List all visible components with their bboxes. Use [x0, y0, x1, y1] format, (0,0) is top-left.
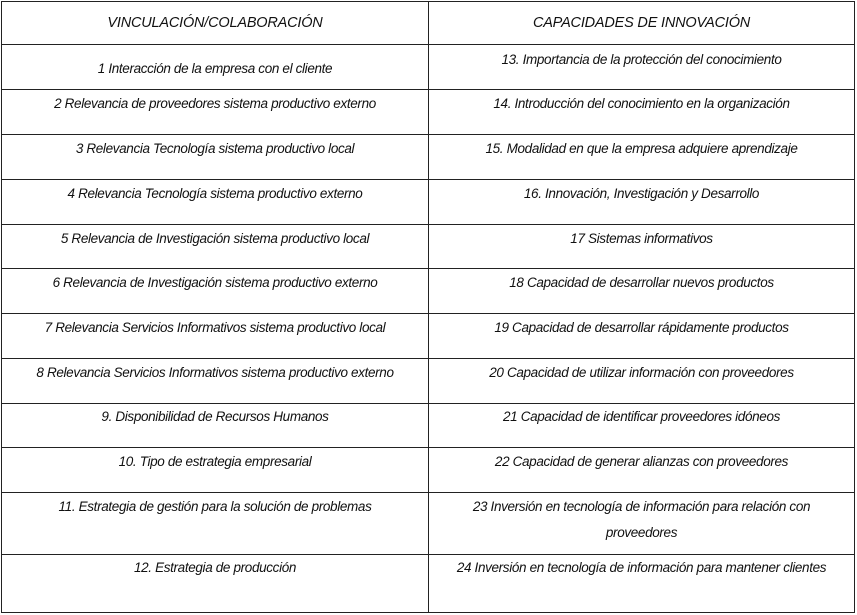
- table-row: [2, 404, 854, 448]
- table-cell-right: 15. Modalidad en que la empresa adquiere aprendizaje: [485, 141, 798, 156]
- table-row: [2, 135, 854, 180]
- table-row: [2, 448, 854, 493]
- table-row: [2, 269, 854, 314]
- table-row: [2, 314, 854, 359]
- header-capacidades: CAPACIDADES DE INNOVACIÓN: [532, 15, 751, 31]
- table-cell-right: 21 Capacidad de identificar proveedores idóneos: [503, 409, 780, 424]
- table-row: [2, 225, 854, 269]
- table-cell-left: 4 Relevancia Tecnología sistema productivo externo: [2, 180, 429, 224]
- table-cell-right: [429, 493, 854, 554]
- table-cell-right: 17 Sistemas informativos: [570, 231, 713, 246]
- table-cell-left: 6 Relevancia de Investigación sistema productivo externo: [2, 269, 429, 313]
- table-row: [2, 180, 854, 225]
- table-cell-right: 16. Innovación, Investigación y Desarrollo: [523, 186, 760, 201]
- table-cell-right: 22 Capacidad de generar alianzas con proveedores: [494, 454, 789, 469]
- table-row: [2, 359, 854, 404]
- table-cell-right: 13. Importancia de la protección del conocimiento: [501, 52, 782, 67]
- table-cell-left: 2 Relevancia de proveedores sistema productivo externo: [2, 90, 429, 134]
- table-cell-left: 5 Relevancia de Investigación sistema productivo local: [2, 225, 429, 268]
- table-cell-left: 11. Estrategia de gestión para la solución de problemas: [2, 493, 429, 554]
- table-cell-left: 12. Estrategia de producción: [2, 555, 429, 612]
- table-cell-right: 18 Capacidad de desarrollar nuevos productos: [509, 275, 774, 290]
- table-cell-left: 10. Tipo de estrategia empresarial: [2, 448, 429, 492]
- table-row: [2, 555, 854, 612]
- capacities-table: [1, 1, 855, 613]
- table-cell-right: 24 Inversión en tecnología de información para mantener clientes: [456, 560, 827, 575]
- table-header-row: [2, 2, 854, 45]
- table-cell-right: 20 Capacidad de utilizar información con proveedores: [489, 365, 794, 380]
- table-row: [2, 493, 854, 555]
- table-cell-left: 1 Interacción de la empresa con el cliente: [2, 45, 429, 89]
- table-cell-left: 3 Relevancia Tecnología sistema productivo local: [2, 135, 429, 179]
- table-row: [2, 90, 854, 135]
- table-cell-left: 7 Relevancia Servicios Informativos sistema productivo local: [2, 314, 429, 358]
- table-cell-left: 8 Relevancia Servicios Informativos sistema productivo externo: [2, 359, 429, 403]
- table-row: [2, 45, 854, 90]
- table-cell-left: 9. Disponibilidad de Recursos Humanos: [2, 404, 429, 447]
- table-cell-right-line-1: 23 Inversión en tecnología de información para relación con: [472, 499, 811, 514]
- table-cell-right: 14. Introducción del conocimiento en la organización: [493, 96, 790, 111]
- table-cell-right-line-2: proveedores: [605, 525, 678, 540]
- header-vinculacion: VINCULACIÓN/COLABORACIÓN: [2, 2, 429, 44]
- table-cell-right: 19 Capacidad de desarrollar rápidamente productos: [494, 320, 789, 335]
